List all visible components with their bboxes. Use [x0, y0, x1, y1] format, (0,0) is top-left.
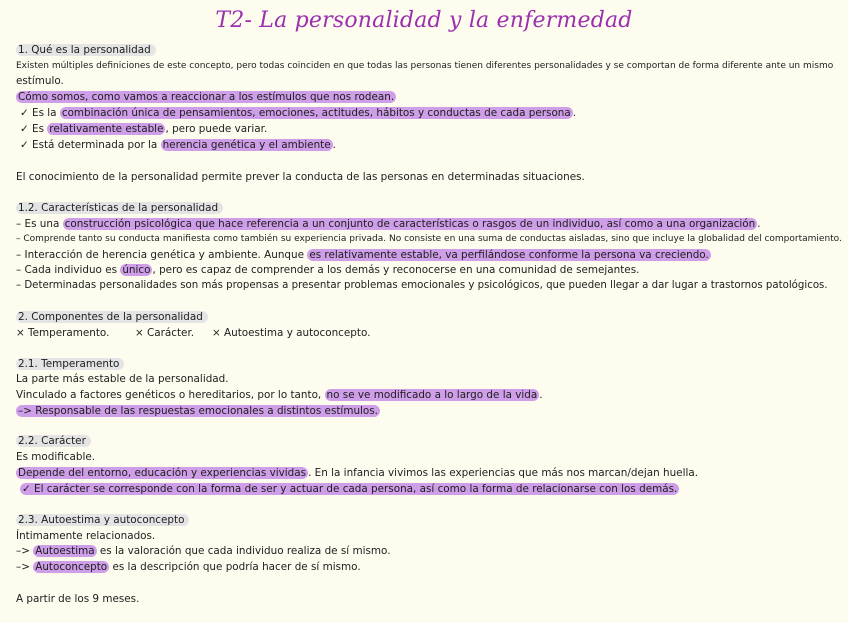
bullet-item: ✓ Está determinada por la herencia genética y el ambiente . [20, 139, 336, 151]
bullet-item: ✓ Es la combinación única de pensamientos, emociones, actitudes, hábitos y conductas de cada persona . [20, 107, 577, 119]
component-item: × Temperamento. [16, 327, 110, 339]
page-title: T2- La personalidad y la enfermedad [215, 8, 633, 33]
component-item: × Carácter. [135, 327, 195, 339]
section-heading: 1.2. Características de la personalidad [16, 201, 223, 215]
paragraph: La parte más estable de la personalidad. [16, 373, 229, 385]
section-heading: 2. Componentes de la personalidad [16, 310, 208, 324]
definition: Cómo somos, como vamos a reaccionar a los estímulos que nos rodean. [18, 91, 395, 103]
paragraph: estímulo. [16, 75, 64, 87]
section-heading: 2.3. Autoestima y autoconcepto [16, 513, 189, 527]
bullet-item: ✓ El carácter se corresponde con la forma de ser y actuar de cada persona, así como la forma de relacionarse con los demás. [22, 483, 678, 495]
arrow-note: –> Autoconcepto es la descripción que podría hacer de sí mismo. [16, 561, 361, 573]
list-item: – Interacción de herencia genética y ambiente. Aunque es relativamente estable, va perfilándose conforme la persona va creciendo. [16, 249, 709, 261]
list-item: – Comprende tanto su conducta manifiesta como también su experiencia privada. No consiste en una suma de conductas aisladas, sino que incluye la globalidad del comportamiento. [16, 234, 842, 244]
paragraph: Es modificable. [16, 451, 96, 463]
paragraph: Íntimamente relacionados. [16, 530, 156, 542]
paragraph: El conocimiento de la personalidad permite prever la conducta de las personas en determinadas situaciones. [16, 171, 585, 183]
list-item: – Es una construcción psicológica que hace referencia a un conjunto de características o rasgos de un individuo, así como a una organización . [16, 218, 761, 230]
components-list [16, 326, 370, 340]
list-item: – Determinadas personalidades son más propensas a presentar problemas emocionales y psicológicos, que pueden llegar a dar lugar a trastornos patológicos. [16, 280, 828, 291]
paragraph: A partir de los 9 meses. [16, 593, 140, 605]
section-heading: 2.2. Carácter [16, 434, 91, 448]
paragraph: Vinculado a factores genéticos o hereditarios, por lo tanto, no se ve modificado a lo largo de la vida . [16, 389, 543, 401]
section-heading: 1. Qué es la personalidad [16, 43, 156, 57]
paragraph: Depende del entorno, educación y experiencias vividas . En la infancia vivimos las experiencias que más nos marcan/dejan huella. [18, 467, 699, 479]
arrow-note: –> Autoestima es la valoración que cada individuo realiza de sí mismo. [16, 545, 391, 557]
section-heading: 2.1. Temperamento [16, 357, 124, 371]
arrow-note: –> Responsable de las respuestas emocionales a distintos estímulos. [18, 405, 378, 417]
bullet-item: ✓ Es relativamente estable , pero puede variar. [20, 123, 268, 135]
paragraph: Existen múltiples definiciones de este concepto, pero todas coinciden en que todas las personas tienen diferentes personalidades y se comportan de forma diferente ante un mismo [16, 61, 834, 71]
list-item: – Cada individuo es único , pero es capaz de comprender a los demás y reconocerse en una comunidad de semejantes. [16, 264, 640, 276]
component-item: × Autoestima y autoconcepto. [212, 327, 371, 339]
